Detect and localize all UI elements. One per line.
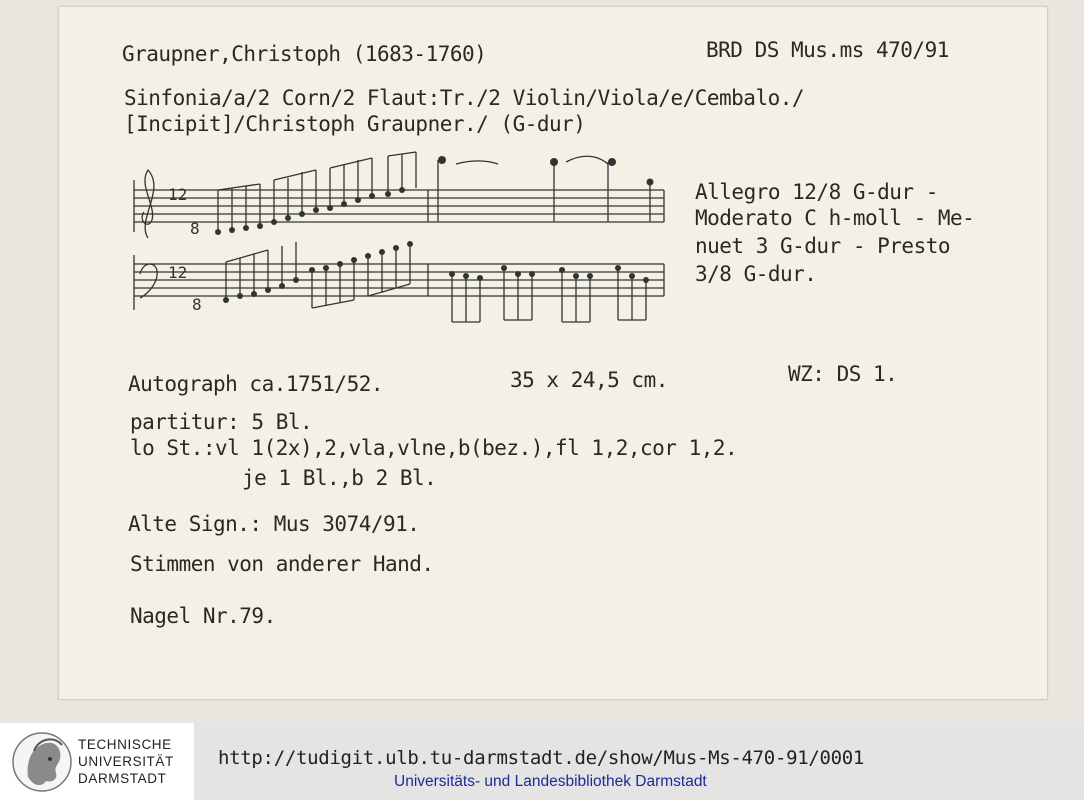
hands-note: Stimmen von anderer Hand. (130, 552, 434, 576)
partitur-note: partitur: 5 Bl. (130, 410, 313, 434)
nagel-number: Nagel Nr.79. (130, 604, 276, 628)
catalog-card (58, 6, 1048, 700)
autograph-date: Autograph ca.1751/52. (128, 372, 384, 396)
parts-line-1: lo St.:vl 1(2x),2,vla,vlne,b(bez.),fl 1,2,cor 1,2. (130, 436, 738, 460)
institution-line: TECHNISCHE (78, 737, 172, 752)
tempo-line: Moderato C h-moll - Me- (695, 206, 975, 230)
shelfmark: BRD DS Mus.ms 470/91 (706, 38, 949, 62)
tempo-line: Allegro 12/8 G-dur - (695, 180, 938, 204)
time-signature-bottom: 8 (190, 219, 200, 238)
citation-panel (194, 723, 1084, 800)
music-incipit (126, 150, 676, 335)
title-line-2: [Incipit]/Christoph Graupner./ (G-dur) (124, 112, 586, 136)
permalink-url[interactable]: http://tudigit.ulb.tu-darmstadt.de/show/Mus-Ms-470-91/0001 (218, 747, 865, 769)
parts-line-2: je 1 Bl.,b 2 Bl. (242, 466, 437, 490)
watermark-note: WZ: DS 1. (788, 362, 898, 386)
institution-line: DARMSTADT (78, 771, 167, 786)
time-signature-top: 12 (168, 185, 188, 204)
library-name[interactable]: Universitäts- und Landesbibliothek Darmstadt (394, 773, 707, 790)
title-line-1: Sinfonia/a/2 Corn/2 Flaut:Tr./2 Violin/Viola/e/Cembalo./ (124, 86, 805, 110)
dimensions: 35 x 24,5 cm. (510, 368, 668, 392)
athena-head-icon (12, 729, 72, 795)
institution-line: UNIVERSITÄT (78, 754, 174, 769)
bass-time-signature-top: 12 (168, 263, 188, 282)
institution-logo[interactable] (0, 723, 194, 800)
bass-time-signature-bottom: 8 (192, 295, 202, 314)
footer-bar (0, 723, 1084, 800)
tempo-line: nuet 3 G-dur - Presto (695, 234, 951, 258)
tempo-line: 3/8 G-dur. (695, 262, 817, 286)
composer-heading: Graupner,Christoph (1683-1760) (122, 42, 487, 66)
old-signature: Alte Sign.: Mus 3074/91. (128, 512, 420, 536)
